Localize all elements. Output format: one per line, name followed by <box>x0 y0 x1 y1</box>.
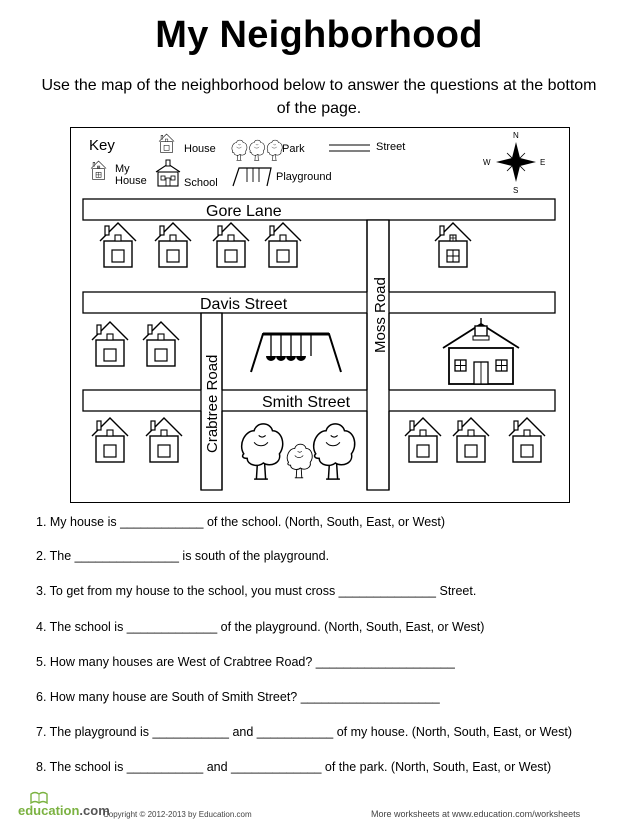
neighborhood-map <box>70 127 570 503</box>
key-park-label: Park <box>282 143 305 155</box>
compass-rose-icon <box>483 131 545 195</box>
page-title: My Neighborhood <box>155 14 483 56</box>
house-icon <box>155 223 191 267</box>
question-5: 5. How many houses are West of Crabtree Road? ____________________ <box>36 655 455 669</box>
copyright-text: Copyright © 2012-2013 by Education.com <box>103 810 252 819</box>
house-icon <box>92 418 128 462</box>
street-gore-lane: Gore Lane <box>206 203 282 220</box>
key-house-icon <box>159 134 174 152</box>
compass-s-label: S <box>513 186 519 195</box>
question-7: 7. The playground is ___________ and ___________ of my house. (North, South, East, or West) <box>36 725 573 739</box>
logo-main-text: education <box>18 803 80 818</box>
house-icon <box>509 418 545 462</box>
question-4: 4. The school is _____________ of the playground. (North, South, East, or West) <box>36 620 485 634</box>
street-smith-street: Smith Street <box>262 394 351 411</box>
street-davis-street: Davis Street <box>200 296 288 313</box>
house-icon <box>453 418 489 462</box>
question-3: 3. To get from my house to the school, you must cross ______________ Street. <box>36 584 477 598</box>
key-title: Key <box>89 137 115 154</box>
house-icon <box>143 322 179 366</box>
street-moss-road: Moss Road <box>372 277 389 353</box>
logo-suffix-text: .com <box>79 803 110 818</box>
key-playground-label: Playground <box>276 171 332 183</box>
playground-icon <box>251 334 341 372</box>
key-house-label: House <box>184 143 216 155</box>
street-crabtree-road: Crabtree Road <box>204 354 221 453</box>
more-worksheets-link[interactable]: More worksheets at www.education.com/worksheets <box>371 809 581 819</box>
house-icon <box>213 223 249 267</box>
key-playground-icon <box>233 168 271 186</box>
house-icon <box>405 418 441 462</box>
key-school-label: School <box>184 177 218 189</box>
instructions: Use the map of the neighborhood below to answer the questions at the bottom of the page. <box>41 77 597 117</box>
key-street-icon <box>329 145 370 151</box>
key-my-house-label: My House <box>115 163 147 187</box>
house-icon <box>92 322 128 366</box>
compass-e-label: E <box>540 158 546 167</box>
school-icon <box>443 318 519 384</box>
map-key <box>89 134 405 189</box>
compass-w-label: W <box>483 158 491 167</box>
park-icon <box>242 424 355 479</box>
key-park-icon <box>232 140 282 160</box>
book-icon <box>30 790 48 804</box>
question-8: 8. The school is ___________ and _____________ of the park. (North, South, East, or West) <box>36 760 552 774</box>
key-my-house-icon <box>91 161 106 179</box>
question-2: 2. The _______________ is south of the playground. <box>36 549 330 563</box>
key-street-label: Street <box>376 141 406 153</box>
house-icon <box>100 223 136 267</box>
question-6: 6. How many house are South of Smith Street? ____________________ <box>36 690 440 704</box>
question-1: 1. My house is ____________ of the school. (North, South, East, or West) <box>36 515 446 529</box>
house-icon <box>146 418 182 462</box>
education-logo <box>18 803 110 818</box>
key-school-icon <box>156 160 180 186</box>
my-house-icon <box>435 223 471 267</box>
house-icon <box>265 223 301 267</box>
compass-n-label: N <box>513 131 519 140</box>
